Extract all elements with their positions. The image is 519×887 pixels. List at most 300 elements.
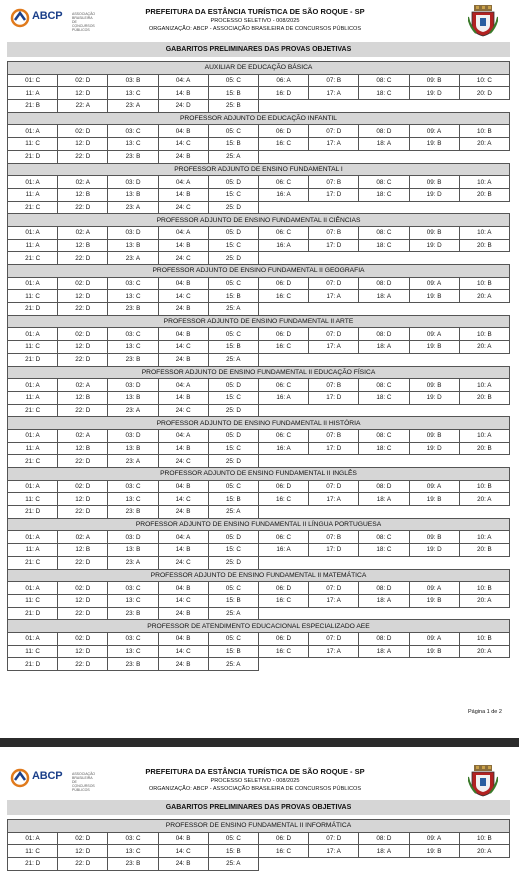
empty-cell [459, 150, 509, 163]
answer-cell: 06: D [258, 632, 308, 645]
answer-cell: 11: A [8, 239, 58, 252]
answer-cell: 16: C [258, 290, 308, 303]
empty-cell [309, 455, 359, 468]
answer-cell: 16: D [258, 87, 308, 100]
section-title: PROFESSOR ADJUNTO DE ENSINO FUNDAMENTAL II MATEMÁTICA [8, 569, 510, 582]
empty-cell [459, 658, 509, 671]
answer-row [8, 303, 510, 316]
section-header-row [8, 518, 510, 531]
answer-cell: 03: C [108, 480, 158, 493]
answer-cell: 03: D [108, 176, 158, 189]
answer-cell: 10: A [459, 176, 509, 189]
answer-cell: 06: D [258, 328, 308, 341]
answer-cell: 04: A [158, 429, 208, 442]
answer-cell: 24: C [158, 556, 208, 569]
answer-cell: 08: C [359, 379, 409, 392]
answer-cell: 17: D [309, 391, 359, 404]
empty-cell [459, 607, 509, 620]
empty-cell [409, 858, 459, 871]
answer-cell: 19: D [409, 442, 459, 455]
answer-cell: 04: B [158, 480, 208, 493]
answer-cell: 24: B [158, 858, 208, 871]
answer-cell: 20: D [459, 87, 509, 100]
answer-cell: 01: A [8, 277, 58, 290]
answer-cell: 23: B [108, 607, 158, 620]
answer-cell: 12: D [58, 645, 108, 658]
answer-cell: 07: B [309, 531, 359, 544]
answer-row [8, 391, 510, 404]
answer-cell: 16: A [258, 391, 308, 404]
answer-cell: 09: A [409, 832, 459, 845]
answer-cell: 23: A [108, 404, 158, 417]
answer-cell: 17: D [309, 239, 359, 252]
answer-cell: 17: D [309, 544, 359, 557]
answer-cell: 19: B [409, 594, 459, 607]
answer-cell: 13: C [108, 645, 158, 658]
answer-cell: 20: A [459, 290, 509, 303]
section-title: AUXILIAR DE EDUCAÇÃO BÁSICA [8, 62, 510, 75]
empty-cell [459, 303, 509, 316]
empty-cell [258, 556, 308, 569]
answer-cell: 20: B [459, 391, 509, 404]
answer-cell: 16: C [258, 845, 308, 858]
empty-cell [309, 506, 359, 519]
answer-cell: 08: C [359, 429, 409, 442]
empty-cell [409, 658, 459, 671]
answer-cell: 20: A [459, 845, 509, 858]
empty-cell [309, 252, 359, 265]
answer-row [8, 832, 510, 845]
answer-cell: 20: A [459, 493, 509, 506]
answer-cell: 04: B [158, 277, 208, 290]
empty-cell [309, 858, 359, 871]
answer-cell: 20: B [459, 544, 509, 557]
answer-cell: 07: D [309, 328, 359, 341]
answer-cell: 05: C [208, 74, 258, 87]
answer-cell: 12: B [58, 188, 108, 201]
logo-subtext: ASSOCIAÇÃO BRASILEIRA DE CONCURSOS PÚBLICOS [72, 12, 96, 32]
empty-cell [258, 506, 308, 519]
answer-row [8, 188, 510, 201]
answer-cell: 06: A [258, 74, 308, 87]
answer-cell: 16: C [258, 341, 308, 354]
empty-cell [459, 100, 509, 113]
section-title: PROFESSOR ADJUNTO DE ENSINO FUNDAMENTAL II GEOGRAFIA [8, 265, 510, 278]
answer-cell: 02: D [58, 632, 108, 645]
answer-cell: 08: D [359, 582, 409, 595]
empty-cell [258, 150, 308, 163]
answer-cell: 21: D [8, 353, 58, 366]
answer-cell: 02: D [58, 832, 108, 845]
answer-cell: 19: D [409, 87, 459, 100]
section-header-row [8, 163, 510, 176]
organization-line: ORGANIZAÇÃO: ABCP - ASSOCIAÇÃO BRASILEIRA DE CONCURSOS PÚBLICOS [148, 26, 362, 32]
answer-cell: 03: D [108, 226, 158, 239]
answer-row [8, 845, 510, 858]
answer-cell: 05: C [208, 632, 258, 645]
answer-cell: 08: D [359, 328, 409, 341]
answer-cell: 14: C [158, 594, 208, 607]
answer-cell: 06: C [258, 429, 308, 442]
empty-cell [359, 658, 409, 671]
answer-cell: 13: C [108, 290, 158, 303]
answer-cell: 14: C [158, 290, 208, 303]
section-title: PROFESSOR ADJUNTO DE ENSINO FUNDAMENTAL II CIÊNCIAS [8, 214, 510, 227]
answer-cell: 10: A [459, 226, 509, 239]
answer-cell: 22: D [58, 303, 108, 316]
answer-cell: 09: B [409, 226, 459, 239]
answer-row [8, 341, 510, 354]
answer-cell: 11: A [8, 442, 58, 455]
answer-cell: 13: C [108, 493, 158, 506]
answer-cell: 02: D [58, 74, 108, 87]
answer-cell: 07: D [309, 125, 359, 138]
answer-cell: 23: B [108, 353, 158, 366]
answer-row [8, 353, 510, 366]
answer-cell: 06: C [258, 176, 308, 189]
answer-cell: 16: C [258, 645, 308, 658]
answer-cell: 07: D [309, 480, 359, 493]
answer-cell: 22: D [58, 353, 108, 366]
empty-cell [359, 404, 409, 417]
answer-row [8, 150, 510, 163]
section-title: PROFESSOR ADJUNTO DE EDUCAÇÃO INFANTIL [8, 112, 510, 125]
answer-cell: 07: B [309, 226, 359, 239]
answer-cell: 08: C [359, 176, 409, 189]
answer-cell: 14: C [158, 341, 208, 354]
document-title: PREFEITURA DA ESTÂNCIA TURÍSTICA DE SÃO ROQUE - SP [145, 767, 365, 776]
empty-cell [409, 455, 459, 468]
answer-cell: 21: C [8, 556, 58, 569]
answer-cell: 02: A [58, 176, 108, 189]
answer-cell: 18: A [359, 493, 409, 506]
answer-cell: 14: B [158, 544, 208, 557]
answer-cell: 19: B [409, 493, 459, 506]
answer-cell: 25: A [208, 150, 258, 163]
answer-cell: 13: B [108, 239, 158, 252]
answer-cell: 20: A [459, 341, 509, 354]
answer-cell: 10: B [459, 277, 509, 290]
answer-cell: 13: B [108, 188, 158, 201]
answer-row [8, 138, 510, 151]
answer-cell: 02: A [58, 379, 108, 392]
answer-cell: 19: B [409, 290, 459, 303]
answer-cell: 05: C [208, 125, 258, 138]
answer-cell: 21: D [8, 858, 58, 871]
answer-row [8, 544, 510, 557]
answer-row [8, 658, 510, 671]
answer-cell: 23: B [108, 658, 158, 671]
answer-row [8, 858, 510, 871]
answer-cell: 16: A [258, 442, 308, 455]
answer-cell: 11: C [8, 845, 58, 858]
section-header-row [8, 620, 510, 633]
answer-cell: 25: A [208, 353, 258, 366]
empty-cell [459, 353, 509, 366]
answer-row [8, 226, 510, 239]
answer-row [8, 632, 510, 645]
answer-cell: 12: D [58, 845, 108, 858]
answer-row [8, 74, 510, 87]
answer-cell: 14: C [158, 645, 208, 658]
section-title: PROFESSOR DE ENSINO FUNDAMENTAL II INFORMÁTICA [8, 820, 510, 833]
section-header-row [8, 112, 510, 125]
answer-cell: 17: A [309, 87, 359, 100]
empty-cell [409, 201, 459, 214]
answer-cell: 12: B [58, 239, 108, 252]
answer-cell: 11: C [8, 138, 58, 151]
answer-cell: 12: B [58, 442, 108, 455]
answer-cell: 18: C [359, 391, 409, 404]
answer-cell: 01: A [8, 429, 58, 442]
answer-cell: 01: A [8, 480, 58, 493]
answer-cell: 10: B [459, 480, 509, 493]
answer-row [8, 125, 510, 138]
answer-cell: 14: B [158, 391, 208, 404]
answer-cell: 13: B [108, 391, 158, 404]
answer-cell: 08: C [359, 74, 409, 87]
answer-cell: 24: B [158, 303, 208, 316]
empty-cell [309, 607, 359, 620]
answer-cell: 23: A [108, 556, 158, 569]
section-title: PROFESSOR ADJUNTO DE ENSINO FUNDAMENTAL II LÍNGUA PORTUGUESA [8, 518, 510, 531]
answer-cell: 21: C [8, 252, 58, 265]
answer-cell: 16: C [258, 138, 308, 151]
answer-cell: 19: D [409, 239, 459, 252]
answer-cell: 21: D [8, 658, 58, 671]
answer-cell: 17: D [309, 442, 359, 455]
answer-cell: 23: A [108, 455, 158, 468]
answer-row [8, 290, 510, 303]
answer-cell: 14: B [158, 442, 208, 455]
abcp-logo [10, 6, 96, 32]
answer-cell: 04: A [158, 379, 208, 392]
answer-row [8, 252, 510, 265]
answer-cell: 10: B [459, 328, 509, 341]
results-banner: GABARITOS PRELIMINARES DAS PROVAS OBJETIVAS [7, 42, 510, 57]
answer-cell: 10: B [459, 582, 509, 595]
answer-cell: 12: B [58, 391, 108, 404]
answer-cell: 25: D [208, 252, 258, 265]
answer-cell: 09: B [409, 379, 459, 392]
section-header-row [8, 820, 510, 833]
answer-row [8, 429, 510, 442]
answer-cell: 04: B [158, 632, 208, 645]
document-title: PREFEITURA DA ESTÂNCIA TURÍSTICA DE SÃO ROQUE - SP [145, 7, 365, 16]
answer-cell: 15: C [208, 442, 258, 455]
answer-cell: 09: A [409, 125, 459, 138]
answer-cell: 18: C [359, 442, 409, 455]
answer-cell: 20: A [459, 594, 509, 607]
answer-cell: 20: A [459, 138, 509, 151]
answer-cell: 01: A [8, 328, 58, 341]
answer-cell: 01: C [8, 74, 58, 87]
answer-cell: 19: D [409, 188, 459, 201]
answer-cell: 11: C [8, 493, 58, 506]
answer-cell: 10: B [459, 832, 509, 845]
answer-cell: 03: D [108, 531, 158, 544]
answer-cell: 22: D [58, 556, 108, 569]
answer-cell: 22: D [58, 404, 108, 417]
answer-cell: 21: D [8, 506, 58, 519]
answer-cell: 15: B [208, 845, 258, 858]
answer-cell: 01: A [8, 379, 58, 392]
answer-cell: 12: D [58, 87, 108, 100]
answer-cell: 14: B [158, 188, 208, 201]
answer-cell: 24: B [158, 658, 208, 671]
empty-cell [258, 252, 308, 265]
answer-cell: 19: D [409, 391, 459, 404]
empty-cell [459, 556, 509, 569]
page-divider [0, 738, 519, 747]
answer-cell: 21: C [8, 201, 58, 214]
answer-cell: 09: B [409, 74, 459, 87]
answer-cell: 18: C [359, 87, 409, 100]
answer-cell: 19: B [409, 138, 459, 151]
empty-cell [309, 303, 359, 316]
answer-cell: 11: A [8, 391, 58, 404]
answer-cell: 05: D [208, 531, 258, 544]
answer-cell: 07: D [309, 277, 359, 290]
answer-cell: 25: D [208, 201, 258, 214]
answer-cell: 24: C [158, 455, 208, 468]
answer-row [8, 455, 510, 468]
answer-cell: 03: C [108, 632, 158, 645]
empty-cell [409, 506, 459, 519]
process-number: PROCESSO SELETIVO - 008/2025 [210, 778, 300, 784]
answer-cell: 24: B [158, 150, 208, 163]
empty-cell [309, 404, 359, 417]
answer-cell: 25: A [208, 858, 258, 871]
section-header-row [8, 265, 510, 278]
answer-cell: 25: A [208, 658, 258, 671]
empty-cell [258, 607, 308, 620]
answer-cell: 01: A [8, 226, 58, 239]
answer-cell: 02: D [58, 328, 108, 341]
answer-cell: 21: C [8, 404, 58, 417]
answer-cell: 11: A [8, 87, 58, 100]
answer-cell: 11: A [8, 188, 58, 201]
answer-cell: 06: D [258, 582, 308, 595]
answer-cell: 22: D [58, 607, 108, 620]
answer-cell: 18: A [359, 290, 409, 303]
empty-cell [258, 353, 308, 366]
answer-cell: 13: C [108, 87, 158, 100]
empty-cell [359, 858, 409, 871]
answer-cell: 13: C [108, 341, 158, 354]
answer-row [8, 506, 510, 519]
answer-row [8, 87, 510, 100]
answer-row [8, 277, 510, 290]
answer-cell: 01: A [8, 832, 58, 845]
answer-cell: 21: D [8, 303, 58, 316]
answer-cell: 01: A [8, 531, 58, 544]
empty-cell [359, 455, 409, 468]
answer-cell: 04: B [158, 582, 208, 595]
answer-cell: 12: B [58, 544, 108, 557]
answer-cell: 23: B [108, 303, 158, 316]
empty-cell [359, 252, 409, 265]
answer-cell: 04: A [158, 74, 208, 87]
answer-cell: 02: D [58, 125, 108, 138]
answer-cell: 20: B [459, 442, 509, 455]
answer-cell: 08: C [359, 226, 409, 239]
answer-cell: 19: B [409, 341, 459, 354]
answer-row [8, 531, 510, 544]
answer-cell: 03: C [108, 277, 158, 290]
section-title: PROFESSOR ADJUNTO DE ENSINO FUNDAMENTAL II EDUCAÇÃO FÍSICA [8, 366, 510, 379]
answer-row [8, 404, 510, 417]
answer-cell: 09: B [409, 429, 459, 442]
answer-cell: 11: A [8, 544, 58, 557]
answer-cell: 06: D [258, 125, 308, 138]
abcp-logo-mark-icon [10, 768, 30, 788]
answer-cell: 09: A [409, 582, 459, 595]
answer-cell: 23: A [108, 252, 158, 265]
empty-cell [359, 201, 409, 214]
section-header-row [8, 315, 510, 328]
answer-cell: 14: C [158, 493, 208, 506]
answer-cell: 17: A [309, 138, 359, 151]
answer-cell: 13: C [108, 594, 158, 607]
answer-cell: 12: D [58, 138, 108, 151]
answer-cell: 22: D [58, 658, 108, 671]
answer-row [8, 493, 510, 506]
answer-row [8, 645, 510, 658]
empty-cell [459, 404, 509, 417]
answer-cell: 25: A [208, 303, 258, 316]
answer-cell: 14: C [158, 845, 208, 858]
answer-cell: 22: A [58, 100, 108, 113]
empty-cell [309, 556, 359, 569]
answer-row [8, 556, 510, 569]
answer-cell: 18: C [359, 239, 409, 252]
answer-cell: 21: D [8, 607, 58, 620]
section-header-row [8, 569, 510, 582]
answer-cell: 13: B [108, 442, 158, 455]
answer-cell: 06: C [258, 531, 308, 544]
empty-cell [409, 353, 459, 366]
answer-cell: 11: C [8, 594, 58, 607]
section-header-row [8, 417, 510, 430]
answer-row [8, 201, 510, 214]
abcp-logo-mark-icon [10, 8, 30, 28]
answer-cell: 21: D [8, 150, 58, 163]
answer-cell: 04: A [158, 226, 208, 239]
answer-cell: 05: D [208, 176, 258, 189]
empty-cell [309, 150, 359, 163]
section-title: PROFESSOR ADJUNTO DE ENSINO FUNDAMENTAL II ARTE [8, 315, 510, 328]
answer-cell: 25: A [208, 607, 258, 620]
section-header-row [8, 468, 510, 481]
answer-cell: 07: B [309, 176, 359, 189]
answer-cell: 01: A [8, 632, 58, 645]
answer-cell: 12: D [58, 341, 108, 354]
answer-cell: 14: B [158, 87, 208, 100]
empty-cell [409, 607, 459, 620]
page-header [0, 760, 519, 800]
empty-cell [459, 455, 509, 468]
city-crest-icon [468, 5, 498, 37]
answer-cell: 15: B [208, 594, 258, 607]
answer-cell: 07: B [309, 74, 359, 87]
answer-cell: 22: D [58, 201, 108, 214]
answer-row [8, 100, 510, 113]
logo-subtext: ASSOCIAÇÃO BRASILEIRA DE CONCURSOS PÚBLICOS [72, 772, 96, 792]
empty-cell [359, 607, 409, 620]
empty-cell [258, 303, 308, 316]
answer-cell: 13: C [108, 845, 158, 858]
